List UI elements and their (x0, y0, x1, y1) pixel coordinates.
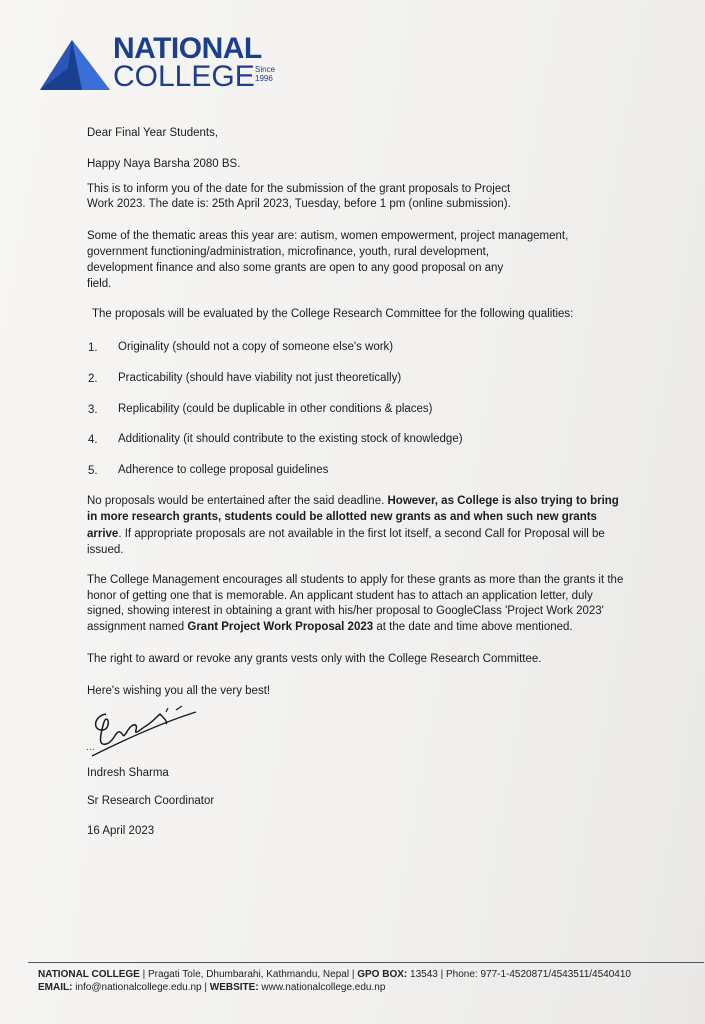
list-item-number: 3. (88, 404, 98, 416)
para-evaluation: The proposals will be evaluated by the College Research Committee for the following qualities: (92, 308, 574, 320)
footer-gpo-phone: 13543 | Phone: 977-1-4520871/4543511/4540410 (407, 969, 631, 980)
para-rights: The right to award or revoke any grants vests only with the College Research Committee. (87, 653, 542, 665)
college-logo (38, 34, 288, 94)
list-item-text: Replicability (could be duplicable in other conditions & places) (118, 403, 433, 415)
para-deadline-text: . If appropriate proposals are not available in the first lot itself, a second Call for Proposal will be (118, 528, 605, 540)
para-deadline-bold: in more research grants, students could be allotted new grants as and when such new grants (87, 511, 597, 523)
para-encourage-text: assignment named (87, 621, 188, 633)
logo-since-year: 1996 (255, 74, 273, 83)
para-themes-line4: field. (87, 278, 112, 290)
greeting: Happy Naya Barsha 2080 BS. (87, 158, 241, 170)
footer-line2 (38, 981, 385, 994)
logo-since-label: Since (255, 65, 276, 74)
footer-website: www.nationalcollege.edu.np (258, 982, 386, 993)
logo-triangle-icon (38, 38, 113, 94)
footer-address: | Pragati Tole, Dhumbarahi, Kathmandu, Nepal | (139, 969, 358, 980)
footer-divider (28, 962, 704, 963)
svg-text:...: ... (86, 743, 95, 753)
para-encourage-line1: The College Management encourages all students to apply for these grants as more than the grants it the (87, 574, 624, 586)
list-item-text: Originality (should not a copy of someone else's work) (118, 341, 394, 353)
list-item-number: 2. (88, 373, 98, 385)
footer-website-label: WEBSITE: (209, 982, 259, 993)
signer-title: Sr Research Coordinator (87, 795, 215, 807)
list-item-text: Practicability (should have viability not just theoretically) (118, 372, 402, 384)
para-submission-line1: This is to inform you of the date for the submission of the grant proposals to Project (87, 183, 511, 195)
para-themes-line1: Some of the thematic areas this year are: autism, women empowerment, project management, (87, 230, 569, 242)
para-deadline-line3 (87, 527, 647, 542)
list-item-text: Additionality (it should contribute to the existing stock of knowledge) (118, 433, 463, 445)
para-deadline-line1 (87, 494, 647, 509)
signature-icon (84, 700, 204, 760)
para-deadline-line4: issued. (87, 544, 124, 556)
footer-college-name: NATIONAL COLLEGE (38, 969, 140, 980)
salutation: Dear Final Year Students, (87, 127, 219, 139)
para-encourage-bold: Grant Project Work Proposal 2023 (187, 621, 374, 633)
letter-date: 16 April 2023 (87, 825, 155, 837)
para-deadline-bold: arrive (87, 528, 119, 540)
footer-email-label: EMAIL: (38, 982, 73, 993)
list-item-text: Adherence to college proposal guidelines (118, 464, 329, 476)
para-deadline-text: No proposals would be entertained after the said deadline. (87, 495, 388, 507)
closing: Here's wishing you all the very best! (87, 685, 271, 697)
footer-line1 (38, 968, 631, 981)
para-encourage-line3: signed, showing interest in obtaining a grant with his/her proposal to GoogleClass 'Project Work 2023' (87, 605, 604, 617)
list-item-number: 5. (88, 465, 98, 477)
para-submission-line2: Work 2023. The date is: 25th April 2023, Tuesday, before 1 pm (online submission). (87, 198, 511, 210)
para-themes-line3: development finance and also some grants are open to any good proposal on any (87, 262, 504, 274)
para-encourage-line2: honor of getting one that is memorable. An applicant student has to attach an application letter, duly (87, 590, 593, 602)
footer-email: info@nationalcollege.edu.np | (72, 982, 210, 993)
signer-name: Indresh Sharma (87, 767, 169, 779)
list-item-number: 1. (88, 342, 98, 354)
logo-name-line1: NATIONAL (113, 32, 262, 65)
list-item-number: 4. (88, 434, 98, 446)
para-encourage-text: at the date and time above mentioned. (373, 621, 573, 633)
para-deadline-bold: However, as College is also trying to bring (387, 495, 619, 507)
para-themes-line2: government functioning/administration, microfinance, youth, rural development, (87, 246, 490, 258)
logo-name-line2: COLLEGE (113, 60, 255, 93)
footer-gpo-label: GPO BOX: (357, 969, 408, 980)
para-deadline-line2 (87, 510, 647, 525)
logo-since (255, 65, 275, 83)
para-encourage-line4 (87, 620, 647, 635)
